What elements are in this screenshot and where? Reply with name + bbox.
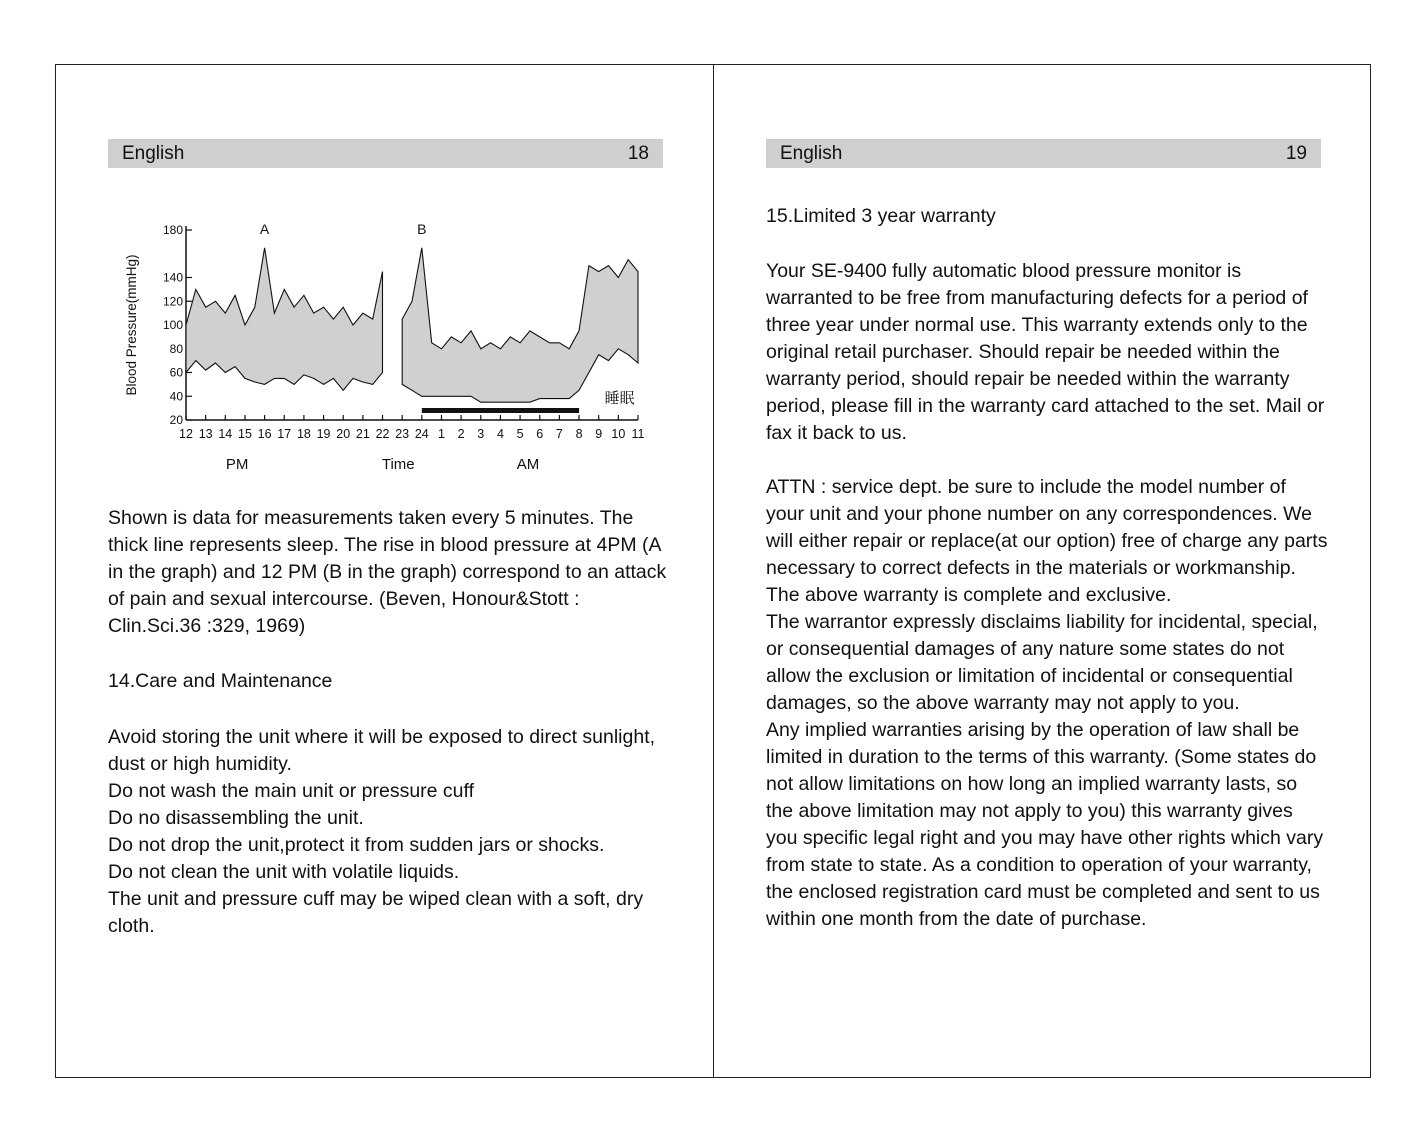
warranty-line: ATTN : service dept. be sure to include the model number of your unit and your phone number on any correspondences. We will either repair or replace(at our option) free of charge any parts necessary to correct defects in the materials or workmanship.	[766, 476, 1328, 579]
left-header-page-number: 18	[627, 143, 649, 164]
x-tick-label: 21	[355, 427, 370, 441]
x-tick-label: 23	[395, 427, 410, 441]
pressure-band	[402, 248, 638, 402]
x-tick-label: 24	[414, 427, 429, 441]
y-tick-label: 20	[169, 413, 183, 427]
right-page-header	[766, 139, 1321, 168]
y-tick-label: 180	[162, 223, 183, 237]
x-tick-label: 3	[477, 427, 485, 441]
x-tick-label: 16	[257, 427, 272, 441]
x-tick-label: 1	[438, 427, 445, 441]
pm-label: PM	[225, 456, 249, 473]
page-divider	[713, 64, 714, 1078]
x-tick-label: 17	[277, 427, 292, 441]
x-tick-label: 2	[457, 427, 465, 441]
x-tick-label: 13	[198, 427, 213, 441]
y-tick-label: 80	[169, 341, 183, 356]
y-tick-label: 140	[162, 270, 183, 285]
x-tick-label: 22	[375, 427, 390, 441]
x-tick-label: 11	[631, 427, 645, 441]
care-line: Do not wash the main unit or pressure cuff	[108, 780, 474, 802]
right-header-language: English	[780, 143, 843, 164]
left-header-language: English	[122, 143, 185, 164]
warranty-line: The above warranty is complete and exclusive.	[766, 584, 1172, 606]
am-label: AM	[516, 456, 540, 473]
right-header-page-number: 19	[1285, 143, 1307, 164]
y-axis-label: Blood Pressure(mmHg)	[124, 254, 139, 396]
x-axis-label: Time	[381, 456, 415, 473]
care-line: Do not clean the unit with volatile liquids.	[108, 861, 460, 883]
y-tick-label: 60	[169, 365, 183, 380]
care-heading: 14.Care and Maintenance	[108, 670, 333, 692]
chart-caption	[108, 505, 668, 640]
x-tick-label: 7	[555, 427, 563, 441]
x-tick-label: 18	[296, 427, 311, 441]
warranty-paragraph-1	[766, 258, 1328, 447]
annotation-b: B	[417, 221, 427, 237]
sleep-label: 睡眠	[604, 390, 635, 407]
warranty-line: Any implied warranties arising by the operation of law shall be limited in duration to the terms of this warranty. (Some states do not allow limitations on how long an implied warranty lasts, so the above limitation may not apply to you) this warranty gives you specific legal right and you may have other rights which vary from state to state. As a condition to operation of your warranty, the enclosed registration card must be completed and sent to us within one month from the date of purchase.	[766, 719, 1324, 930]
care-line: The unit and pressure cuff may be wiped clean with a soft, dry cloth.	[108, 888, 644, 937]
care-line: Do no disassembling the unit.	[108, 807, 364, 829]
care-line: Do not drop the unit,protect it from sudden jars or shocks.	[108, 834, 605, 856]
sleep-bar	[422, 408, 579, 413]
x-tick-label: 14	[218, 427, 233, 441]
warranty-heading: 15.Limited 3 year warranty	[766, 205, 996, 227]
y-tick-label: 40	[169, 389, 183, 404]
x-tick-label: 9	[595, 427, 603, 441]
care-line: Avoid storing the unit where it will be exposed to direct sunlight, dust or high humidity.	[108, 726, 656, 775]
x-tick-label: 10	[611, 427, 626, 441]
x-tick-label: 15	[238, 427, 252, 441]
care-list	[108, 724, 670, 940]
warranty-line: The warrantor expressly disclaims liability for incidental, special, or consequential damages of any nature some states do not allow the exclusion or limitation of incidental or consequential damages, so the above warranty may not apply to you.	[766, 611, 1318, 714]
x-tick-label: 5	[516, 427, 524, 441]
x-tick-label: 19	[316, 427, 331, 441]
x-tick-label: 8	[575, 427, 583, 441]
x-tick-label: 6	[536, 427, 544, 441]
left-page-header	[108, 139, 663, 168]
blood-pressure-chart	[108, 210, 668, 485]
y-tick-label: 100	[162, 318, 183, 332]
y-tick-label: 120	[162, 294, 183, 309]
x-tick-label: 4	[496, 427, 504, 441]
warranty-paragraph-2	[766, 474, 1328, 933]
annotation-a: A	[259, 221, 270, 237]
x-tick-label: 12	[179, 427, 193, 441]
pressure-band	[186, 248, 383, 390]
chart-caption-text: Shown is data for measurements taken every 5 minutes. The thick line represents sleep. The rise in blood pressure at 4PM (A in the graph) and 12 PM (B in the graph) correspond to an attack of pain and sexual intercourse. (Beven, Honour&Stott : Clin.Sci.36 :329, 1969)	[108, 507, 667, 637]
warranty-paragraph-1-text: Your SE-9400 fully automatic blood pressure monitor is warranted to be free from manufacturing defects for a period of three year under normal use. This warranty extends only to the original retail purchaser. Should repair be needed within the warranty period, should repair be needed within the warranty period, please fill in the warranty card attached to the set. Mail or fax it back to us.	[766, 260, 1325, 444]
x-tick-label: 20	[336, 427, 351, 441]
